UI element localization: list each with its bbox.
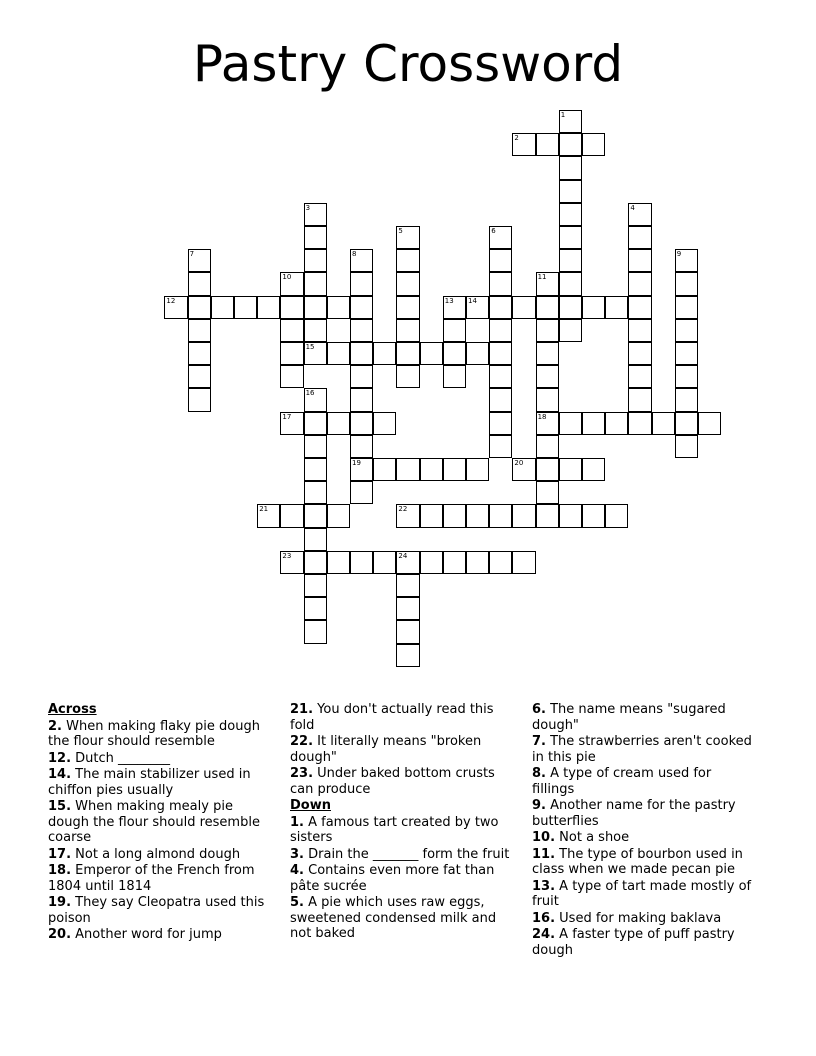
clue-number: 14. [48, 767, 72, 782]
clue-item [532, 911, 754, 927]
grid-cell[interactable] [489, 319, 512, 342]
grid-cell[interactable] [304, 296, 327, 319]
grid-cell[interactable] [443, 365, 466, 388]
grid-cell[interactable] [512, 296, 535, 319]
grid-cell[interactable] [234, 296, 257, 319]
grid-cell[interactable] [489, 504, 512, 527]
grid-cell[interactable] [628, 365, 651, 388]
clue-number-label: 2 [514, 134, 519, 143]
grid-cell[interactable] [675, 319, 698, 342]
grid-cell[interactable] [536, 296, 559, 319]
grid-cell[interactable] [396, 342, 419, 365]
grid-cell[interactable] [582, 458, 605, 481]
clue-number: 4. [290, 863, 304, 878]
grid-cell[interactable] [536, 458, 559, 481]
clue-number-label: 24 [398, 551, 408, 560]
grid-cell[interactable] [628, 342, 651, 365]
grid-cell[interactable] [188, 249, 211, 272]
grid-cell[interactable] [373, 458, 396, 481]
clue-item [48, 895, 276, 926]
clue-column-3 [532, 702, 754, 959]
grid-cell[interactable] [280, 365, 303, 388]
clue-column-2 [290, 702, 512, 943]
grid-cell[interactable] [536, 388, 559, 411]
clue-number: 1. [290, 814, 304, 830]
grid-cell[interactable] [304, 388, 327, 411]
grid-cell[interactable] [373, 412, 396, 435]
grid-cell[interactable] [605, 504, 628, 527]
grid-cell[interactable] [675, 342, 698, 365]
grid-cell[interactable] [489, 388, 512, 411]
grid-cell[interactable] [280, 504, 303, 527]
grid-cell[interactable] [304, 597, 327, 620]
clue-number: 19. [48, 895, 72, 910]
clue-text: When making flaky pie dough the flour should resemble [48, 718, 260, 749]
grid-cell[interactable] [350, 342, 373, 365]
grid-cell[interactable] [536, 342, 559, 365]
grid-cell[interactable] [559, 133, 582, 156]
grid-cell[interactable] [350, 319, 373, 342]
clue-item [290, 702, 512, 733]
grid-cell[interactable] [512, 551, 535, 574]
grid-cell[interactable] [327, 551, 350, 574]
clue-text: A faster type of puff pastry dough [532, 927, 735, 958]
clue-number-label: 19 [352, 459, 361, 467]
grid-cell[interactable] [489, 249, 512, 272]
clue-item [48, 863, 276, 894]
grid-cell[interactable] [350, 412, 373, 435]
grid-cell[interactable] [396, 249, 419, 272]
clue-text: When making mealy pie dough the flour should resemble coarse [48, 799, 260, 845]
grid-cell[interactable] [280, 319, 303, 342]
grid-cell[interactable] [304, 249, 327, 272]
clue-item [290, 895, 512, 942]
grid-cell[interactable] [466, 342, 489, 365]
grid-cell[interactable] [304, 435, 327, 458]
clue-item [290, 734, 512, 765]
grid-cell[interactable] [304, 272, 327, 295]
grid-cell[interactable] [628, 226, 651, 249]
grid-cell[interactable] [304, 226, 327, 249]
grid-cell[interactable] [559, 296, 582, 319]
clue-number: 2. [48, 718, 62, 734]
grid-cell[interactable] [512, 504, 535, 527]
grid-cell[interactable] [396, 551, 419, 574]
clue-item [48, 767, 276, 798]
grid-cell[interactable] [304, 504, 327, 527]
clue-number-label: 16 [305, 389, 315, 398]
grid-cell[interactable] [443, 296, 466, 319]
grid-cell[interactable] [211, 296, 234, 319]
clue-item [532, 830, 754, 846]
clue-number-label: 3 [305, 203, 311, 212]
clue-item [532, 798, 754, 829]
grid-cell[interactable] [420, 551, 443, 574]
clue-column-1 [48, 702, 276, 944]
grid-cell[interactable] [396, 644, 419, 667]
grid-cell[interactable] [304, 458, 327, 481]
grid-cell[interactable] [396, 458, 419, 481]
grid-cell[interactable] [559, 226, 582, 249]
grid-cell[interactable] [280, 551, 303, 574]
grid-cell[interactable] [559, 272, 582, 295]
grid-cell[interactable] [396, 597, 419, 620]
grid-cell[interactable] [536, 481, 559, 504]
grid-cell[interactable] [628, 412, 651, 435]
grid-cell[interactable] [536, 365, 559, 388]
clue-number: 22. [290, 734, 314, 749]
grid-cell[interactable] [559, 180, 582, 203]
grid-cell[interactable] [188, 319, 211, 342]
grid-cell[interactable] [559, 319, 582, 342]
clue-number-label: 4 [630, 203, 635, 212]
grid-cell[interactable] [489, 296, 512, 319]
clue-number-label: 15 [305, 343, 315, 351]
grid-cell[interactable] [466, 458, 489, 481]
clue-number-label: 5 [398, 227, 403, 235]
clue-text: Not a shoe [555, 830, 630, 845]
grid-cell[interactable] [188, 388, 211, 411]
grid-cell[interactable] [304, 620, 327, 643]
clue-item [48, 751, 276, 767]
clue-number: 16. [532, 910, 556, 926]
grid-cell[interactable] [350, 435, 373, 458]
grid-cell[interactable] [698, 412, 721, 435]
clue-number: 6. [532, 702, 546, 717]
grid-cell[interactable] [628, 203, 651, 226]
grid-cell[interactable] [559, 110, 582, 133]
page-title: Pastry Crossword [192, 35, 624, 93]
grid-cell[interactable] [304, 342, 327, 365]
clue-text: A famous tart created by two sisters [290, 814, 499, 845]
clue-item [48, 847, 276, 863]
grid-cell[interactable] [188, 342, 211, 365]
clue-item [290, 847, 512, 863]
grid-cell[interactable] [396, 319, 419, 342]
clue-item [290, 815, 512, 846]
grid-cell[interactable] [257, 504, 280, 527]
clue-item [48, 799, 276, 846]
grid-cell[interactable] [280, 272, 303, 295]
clue-text: Not a long almond dough [71, 846, 241, 862]
grid-cell[interactable] [466, 296, 489, 319]
grid-cell[interactable] [396, 620, 419, 643]
grid-cell[interactable] [350, 272, 373, 295]
grid-cell[interactable] [536, 504, 559, 527]
grid-cell[interactable] [489, 226, 512, 249]
clue-number: 24. [532, 927, 556, 942]
clue-number: 5. [290, 895, 304, 910]
grid-cell[interactable] [675, 365, 698, 388]
grid-cell[interactable] [350, 249, 373, 272]
grid-cell[interactable] [188, 272, 211, 295]
clue-text: Emperor of the French from 1804 until 1814 [48, 863, 255, 894]
grid-cell[interactable] [512, 133, 535, 156]
grid-cell[interactable] [420, 504, 443, 527]
clue-text: They say Cleopatra used this poison [48, 895, 265, 926]
clue-number: 12. [48, 750, 72, 766]
grid-cell[interactable] [443, 458, 466, 481]
grid-cell[interactable] [164, 296, 187, 319]
clue-text: You don't actually read this fold [290, 702, 494, 733]
grid-cell[interactable] [304, 319, 327, 342]
grid-cell[interactable] [628, 296, 651, 319]
grid-cell[interactable] [327, 296, 350, 319]
clue-number-label: 18 [537, 412, 547, 421]
clue-text: The name means "sugared dough" [532, 702, 726, 733]
grid-cell[interactable] [188, 365, 211, 388]
grid-cell[interactable] [536, 133, 559, 156]
grid-cell[interactable] [675, 388, 698, 411]
grid-cell[interactable] [536, 319, 559, 342]
grid-cell[interactable] [559, 412, 582, 435]
clue-number: 17. [48, 846, 72, 862]
grid-cell[interactable] [327, 342, 350, 365]
grid-cell[interactable] [489, 435, 512, 458]
grid-cell[interactable] [559, 249, 582, 272]
clue-section-heading: Down [290, 798, 331, 813]
clue-text: Under baked bottom crusts can produce [290, 766, 495, 797]
clue-item [532, 766, 754, 797]
grid-cell[interactable] [327, 412, 350, 435]
clue-text: Contains even more fat than pâte sucrée [290, 863, 495, 894]
clue-number-label: 13 [444, 296, 454, 305]
clue-number-label: 21 [259, 505, 269, 514]
grid-cell[interactable] [373, 342, 396, 365]
grid-cell[interactable] [350, 365, 373, 388]
grid-cell[interactable] [466, 504, 489, 527]
grid-cell[interactable] [304, 528, 327, 551]
clue-number: 7. [532, 734, 546, 749]
grid-cell[interactable] [628, 319, 651, 342]
clue-number-label: 12 [166, 296, 176, 305]
clue-text: Dutch ________ [71, 750, 171, 766]
grid-cell[interactable] [327, 504, 350, 527]
grid-cell[interactable] [443, 319, 466, 342]
clue-text: A type of cream used for fillings [532, 766, 712, 797]
clue-number: 13. [532, 878, 556, 894]
clue-number: 3. [290, 846, 304, 862]
grid-cell[interactable] [350, 458, 373, 481]
grid-cell[interactable] [675, 272, 698, 295]
clue-item [532, 847, 754, 878]
grid-cell[interactable] [396, 365, 419, 388]
clue-text: Another name for the pastry butterflies [532, 798, 736, 829]
grid-cell[interactable] [582, 296, 605, 319]
grid-cell[interactable] [443, 342, 466, 365]
clue-text: The main stabilizer used in chiffon pies usually [48, 767, 251, 798]
grid-cell[interactable] [489, 365, 512, 388]
grid-cell[interactable] [582, 504, 605, 527]
grid-cell[interactable] [304, 412, 327, 435]
clue-number: 15. [48, 799, 72, 814]
grid-cell[interactable] [536, 412, 559, 435]
grid-cell[interactable] [443, 551, 466, 574]
grid-cell[interactable] [350, 388, 373, 411]
grid-cell[interactable] [628, 388, 651, 411]
clue-text: A type of tart made mostly of fruit [532, 878, 752, 909]
clue-number: 8. [532, 766, 546, 781]
clue-number: 11. [532, 846, 556, 862]
clue-text: A pie which uses raw eggs, sweetened condensed milk and not baked [290, 895, 497, 941]
grid-cell[interactable] [536, 435, 559, 458]
clue-text: Another word for jump [71, 927, 222, 942]
clue-item [290, 766, 512, 797]
clue-item [532, 927, 754, 958]
grid-cell[interactable] [559, 504, 582, 527]
grid-cell[interactable] [280, 412, 303, 435]
grid-cell[interactable] [350, 481, 373, 504]
grid-cell[interactable] [675, 435, 698, 458]
grid-cell[interactable] [582, 412, 605, 435]
grid-cell[interactable] [373, 551, 396, 574]
clue-item [48, 927, 276, 943]
grid-cell[interactable] [257, 296, 280, 319]
clue-number-label: 1 [560, 111, 566, 119]
grid-cell[interactable] [396, 296, 419, 319]
clue-number: 20. [48, 927, 72, 942]
clue-item [48, 719, 276, 750]
clue-number: 21. [290, 702, 314, 717]
grid-cell[interactable] [396, 226, 419, 249]
grid-cell[interactable] [675, 249, 698, 272]
grid-cell[interactable] [652, 412, 675, 435]
grid-cell[interactable] [489, 272, 512, 295]
clue-number: 10. [532, 830, 556, 845]
grid-cell[interactable] [628, 272, 651, 295]
grid-cell[interactable] [675, 412, 698, 435]
grid-cell[interactable] [280, 342, 303, 365]
clue-text: The type of bourbon used in class when we made pecan pie [532, 846, 743, 877]
clue-text: Used for making baklava [555, 910, 722, 926]
grid-cell[interactable] [304, 574, 327, 597]
grid-cell[interactable] [396, 272, 419, 295]
grid-cell[interactable] [605, 412, 628, 435]
grid-cell[interactable] [489, 412, 512, 435]
clue-text: It literally means "broken dough" [290, 734, 482, 765]
clue-item [532, 702, 754, 733]
clue-number-label: 10 [282, 273, 292, 282]
grid-cell[interactable] [280, 296, 303, 319]
clue-text: Drain the _______ form the fruit [303, 846, 510, 862]
clue-item [290, 863, 512, 894]
grid-cell[interactable] [489, 342, 512, 365]
clue-number-label: 8 [352, 250, 357, 259]
grid-cell[interactable] [559, 458, 582, 481]
clue-number-label: 14 [468, 296, 477, 305]
clue-number: 23. [290, 766, 314, 781]
clue-number-label: 22 [398, 505, 408, 514]
grid-cell[interactable] [350, 296, 373, 319]
clue-number-label: 6 [491, 227, 496, 235]
grid-cell[interactable] [304, 481, 327, 504]
grid-cell[interactable] [304, 203, 327, 226]
grid-cell[interactable] [304, 551, 327, 574]
clue-number-label: 20 [514, 459, 524, 467]
clue-text: The strawberries aren't cooked in this pie [532, 734, 752, 765]
clue-item [532, 879, 754, 910]
clue-section-heading: Across [48, 702, 97, 717]
grid-cell[interactable] [512, 458, 535, 481]
grid-cell[interactable] [188, 296, 211, 319]
grid-cell[interactable] [536, 272, 559, 295]
grid-cell[interactable] [559, 203, 582, 226]
grid-cell[interactable] [396, 574, 419, 597]
clue-number-label: 7 [189, 250, 195, 259]
clue-number-label: 11 [537, 273, 547, 282]
grid-cell[interactable] [605, 296, 628, 319]
grid-cell[interactable] [489, 551, 512, 574]
grid-cell[interactable] [443, 504, 466, 527]
grid-cell[interactable] [675, 296, 698, 319]
grid-cell[interactable] [466, 551, 489, 574]
grid-cell[interactable] [396, 504, 419, 527]
grid-cell[interactable] [582, 133, 605, 156]
clue-number: 9. [532, 798, 546, 813]
clue-number: 18. [48, 863, 72, 878]
clue-number-label: 17 [282, 412, 292, 421]
grid-cell[interactable] [350, 551, 373, 574]
clue-number-label: 9 [676, 250, 682, 259]
grid-cell[interactable] [559, 156, 582, 179]
clue-item [532, 734, 754, 765]
grid-cell[interactable] [628, 249, 651, 272]
grid-cell[interactable] [420, 342, 443, 365]
clue-number-label: 23 [282, 551, 292, 560]
grid-cell[interactable] [420, 458, 443, 481]
